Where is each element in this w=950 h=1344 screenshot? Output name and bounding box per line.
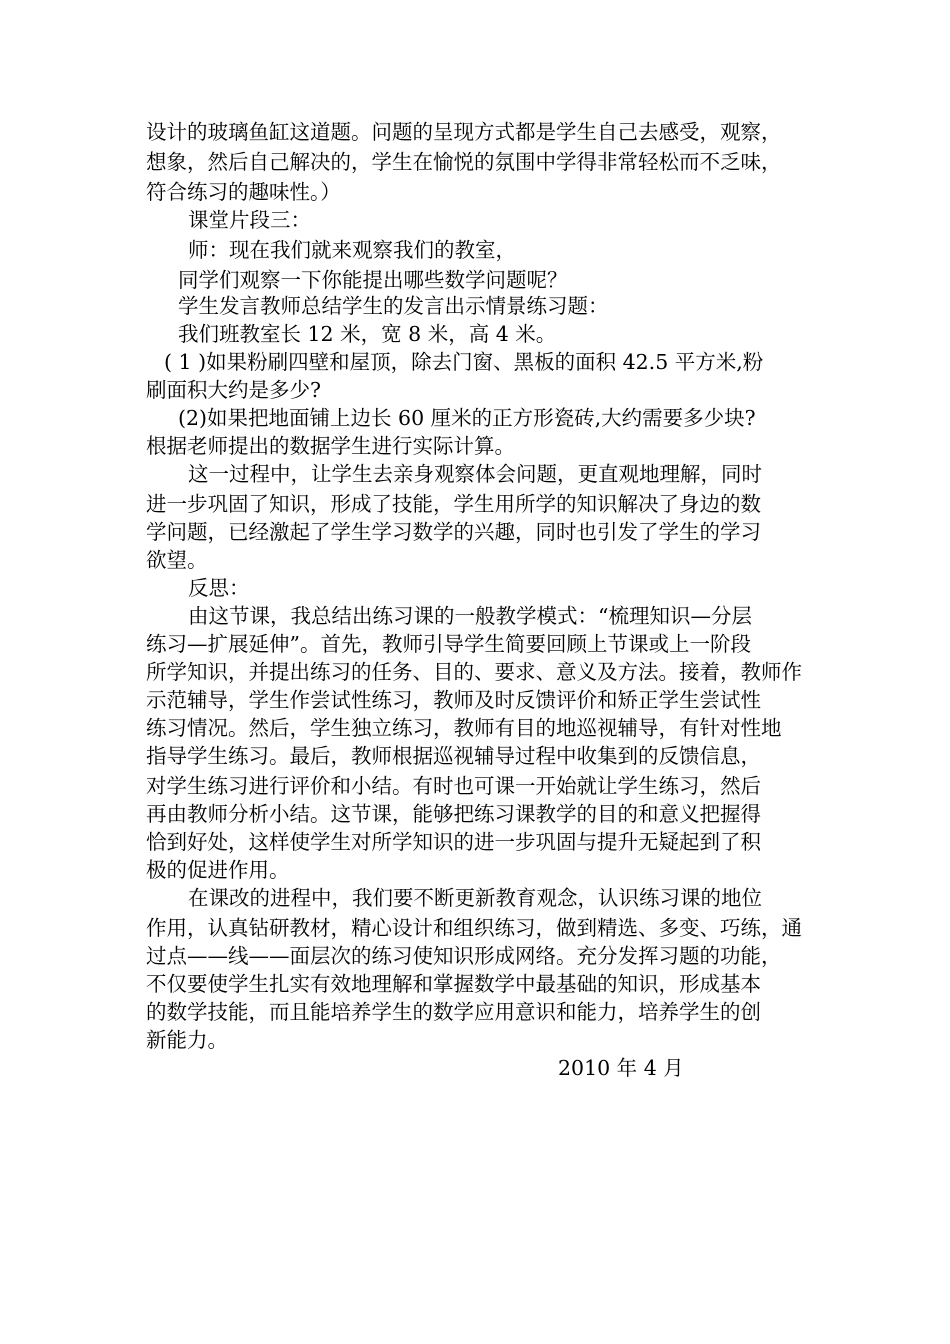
paragraph-line: 进一步巩固了知识，形成了技能，学生用所学的知识解决了身边的数	[146, 492, 761, 516]
paragraph-line: 极的促进作用。	[146, 858, 290, 882]
paragraph-line: (2)如果把地面铺上边长 60 厘米的正方形瓷砖,大约需要多少块?	[178, 406, 756, 430]
paragraph-line: 设计的玻璃鱼缸这道题。问题的呈现方式都是学生自己去感受，观察，	[146, 120, 782, 144]
paragraph-line: 由这节课，我总结出练习课的一般教学模式：“梳理知识—分层	[188, 604, 752, 628]
paragraph-line: 恰到好处，这样使学生对所学知识的进一步巩固与提升无疑起到了积	[146, 830, 761, 854]
section-heading: 课堂片段三：	[188, 208, 311, 232]
paragraph-line: 这一过程中，让学生去亲身观察体会问题，更直观地理解，同时	[188, 462, 762, 486]
paragraph-line: 刷面积大约是多少?	[146, 378, 321, 402]
paragraph-line: 在课改的进程中，我们要不断更新教育观念，认识练习课的地位	[188, 886, 762, 910]
paragraph-line: ( 1 )如果粉刷四壁和屋顶，除去门窗、黑板的面积 42.5 平方米,粉	[164, 350, 764, 374]
paragraph-line: 练习—扩展延伸”。首先，教师引导学生简要回顾上节课或上一阶段	[146, 632, 751, 656]
paragraph-line: 师：现在我们就来观察我们的教室，	[188, 238, 516, 262]
paragraph-line: 根据老师提出的数据学生进行实际计算。	[146, 434, 515, 458]
paragraph-line: 同学们观察一下你能提出哪些数学问题呢？	[178, 268, 568, 292]
paragraph-line: 学生发言教师总结学生的发言出示情景练习题：	[178, 294, 609, 318]
section-heading: 反思：	[188, 576, 250, 600]
paragraph-line: 符合练习的趣味性。）	[146, 180, 341, 204]
paragraph-line: 再由教师分析小结。这节课，能够把练习课教学的目的和意义把握得	[146, 802, 761, 826]
paragraph-line: 所学知识，并提出练习的任务、目的、要求、意义及方法。接着，教师作	[146, 660, 802, 684]
paragraph-line: 对学生练习进行评价和小结。有时也可课一开始就让学生练习，然后	[146, 774, 761, 798]
paragraph-line: 指导学生练习。最后，教师根据巡视辅导过程中收集到的反馈信息，	[146, 744, 761, 768]
paragraph-line: 我们班教室长 12 米，宽 8 米，高 4 米。	[178, 322, 557, 346]
paragraph-line: 不仅要使学生扎实有效地理解和掌握数学中最基础的知识，形成基本	[146, 972, 761, 996]
paragraph-line: 欲望。	[146, 548, 208, 572]
document-date: 2010 年 4 月	[558, 1056, 684, 1080]
paragraph-line: 新能力。	[146, 1028, 228, 1052]
paragraph-line: 作用，认真钻研教材，精心设计和组织练习，做到精选、多变、巧练，通	[146, 916, 802, 940]
paragraph-line: 想象，然后自己解决的，学生在愉悦的氛围中学得非常轻松而不乏味，	[146, 150, 782, 174]
paragraph-line: 的数学技能，而且能培养学生的数学应用意识和能力，培养学生的创	[146, 1000, 761, 1024]
paragraph-line: 示范辅导，学生作尝试性练习，教师及时反馈评价和矫正学生尝试性	[146, 688, 761, 712]
paragraph-line: 学问题，已经激起了学生学习数学的兴趣，同时也引发了学生的学习	[146, 520, 761, 544]
paragraph-line: 练习情况。然后，学生独立练习，教师有目的地巡视辅导，有针对性地	[146, 716, 782, 740]
paragraph-line: 过点——线——面层次的练习使知识形成网络。充分发挥习题的功能，	[146, 944, 782, 968]
